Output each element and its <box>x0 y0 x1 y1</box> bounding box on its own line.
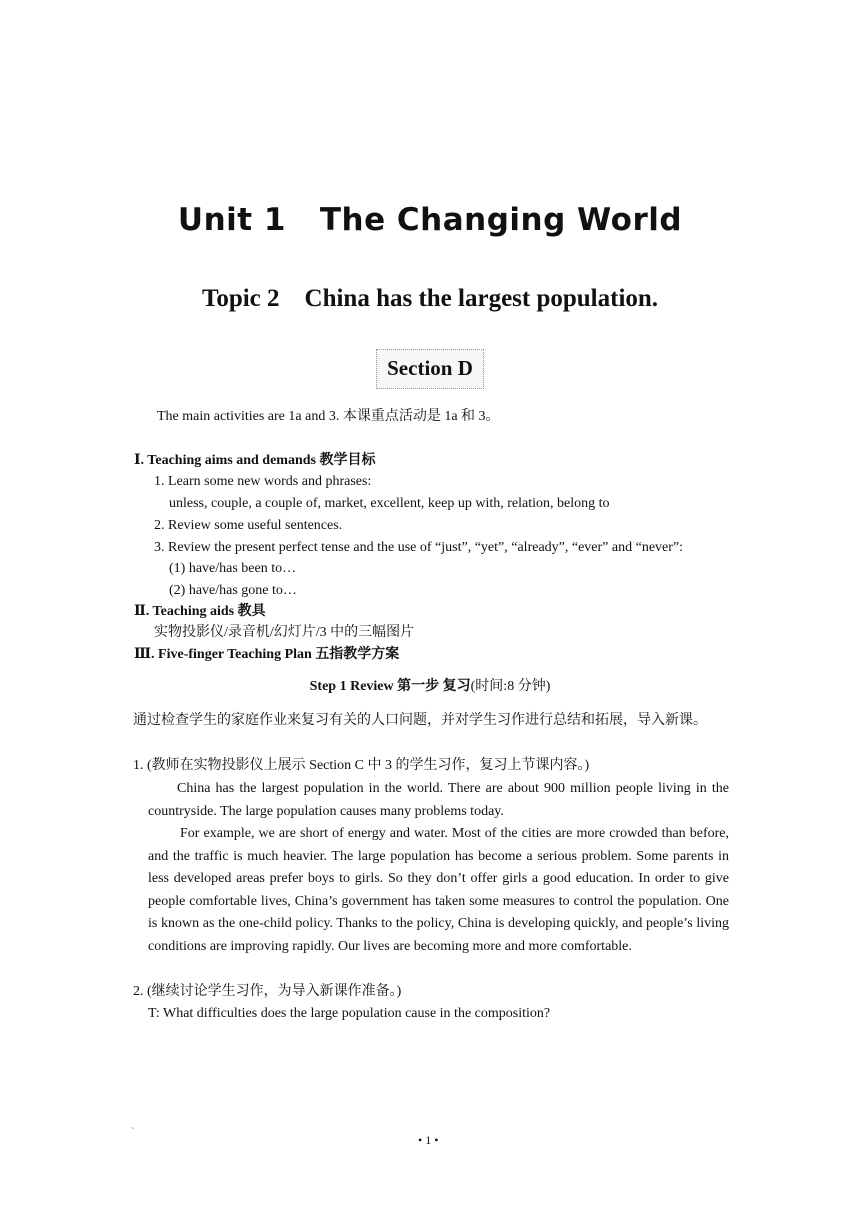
step1-heading <box>0 678 860 696</box>
topic-title: Topic 2 China has the largest population. <box>201 285 659 312</box>
part3-heading: Ⅲ. Five-finger Teaching Plan 五指教学方案 <box>134 647 400 662</box>
teacher-question: T: What difficulties does the large population cause in the composition? <box>148 1006 551 1021</box>
aim-item-1-words: unless, couple, a couple of, market, excellent, keep up with, relation, belong to <box>169 496 610 511</box>
step1-item-2: 2. (继续讨论学生习作，为导入新课作准备。) <box>133 984 402 999</box>
intro-line: The main activities are 1a and 3. 本课重点活动是 1a 和 3。 <box>157 409 500 424</box>
aim-item-2: 2. Review some useful sentences. <box>154 518 343 533</box>
step1-heading-title: Step 1 Review 第一步 复习 <box>309 679 471 694</box>
aim-item-3-sub-2: (2) have/has gone to… <box>169 583 297 598</box>
page-number: • 1 • <box>418 1133 439 1147</box>
footer-mark: ` <box>131 1127 135 1138</box>
step1-intro: 通过检查学生的家庭作业来复习有关的人口问题，并对学生习作进行总结和拓展，导入新课。 <box>133 713 707 728</box>
step1-item-1: 1. (教师在实物投影仪上展示 Section C 中 3 的学生习作，复习上节课内容。) <box>133 758 590 773</box>
step1-heading-time: (时间:8 分钟) <box>470 679 551 694</box>
aim-item-1: 1. Learn some new words and phrases: <box>154 474 372 489</box>
teaching-aids-text: 实物投影仪/录音机/幻灯片/3 中的三幅图片 <box>154 625 415 640</box>
part1-heading: Ⅰ. Teaching aims and demands 教学目标 <box>134 453 376 468</box>
section-label: Section D <box>387 356 473 380</box>
aim-item-3-sub-1: (1) have/has been to… <box>169 561 297 576</box>
part2-heading: Ⅱ. Teaching aids 教具 <box>134 604 266 619</box>
aim-item-3: 3. Review the present perfect tense and the use of “just”, “yet”, “already”, “ever” and “never”: <box>154 540 684 555</box>
composition-paragraph-1: China has the largest population in the world. There are about 900 million people living in the countryside. The large population causes many problems today. <box>148 781 729 819</box>
unit-title: Unit 1 The Changing World <box>177 202 683 238</box>
composition-paragraph-2: For example, we are short of energy and water. Most of the cities are more crowded than before, and the traffic is much heavier. The large population has become a serious problem. Some parents in less developed areas prefer boys to girls. So they don’t offer girls a good education. In order to give people comfortable lives, China’s government has taken some measures to control the population. One is known as the one-child policy. Thanks to the policy, China is developing quickly, and people’s living conditions are improving rapidly. Our lives are becoming more and more comfortable. <box>148 826 729 954</box>
